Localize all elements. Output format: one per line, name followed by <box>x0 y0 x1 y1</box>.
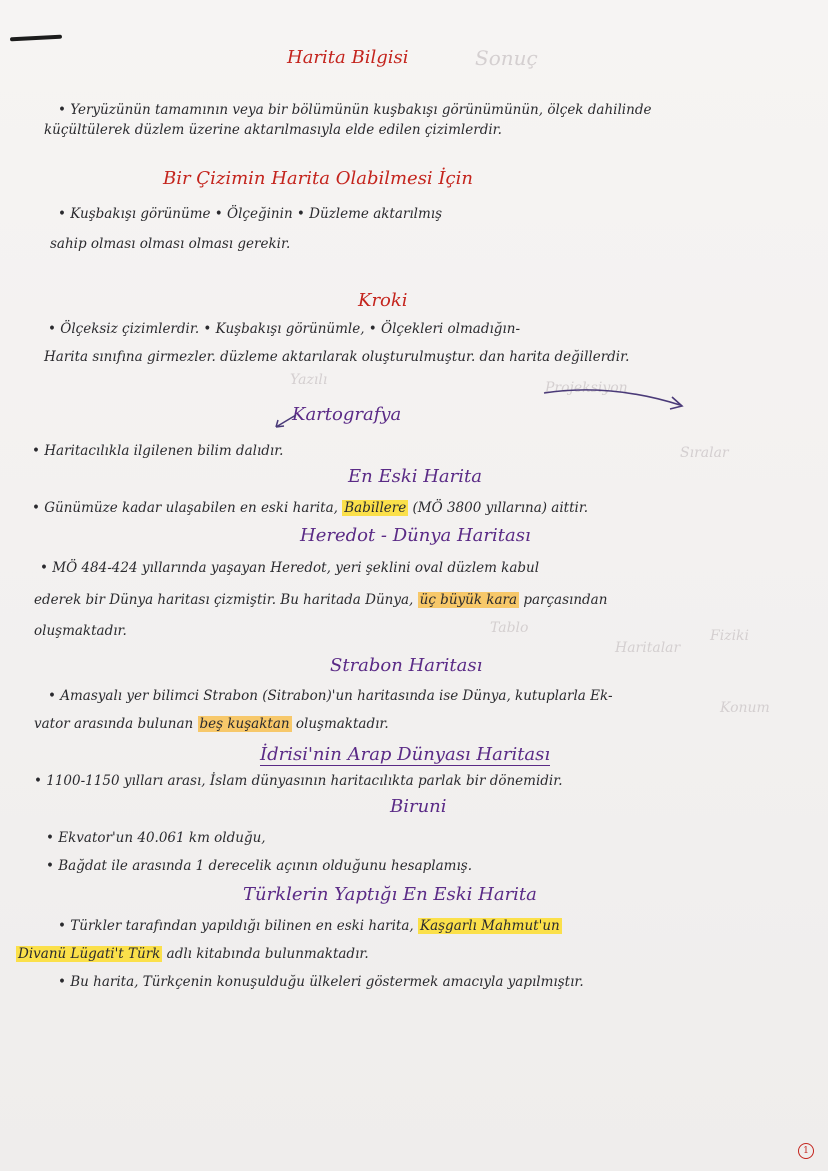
paragraph-line: Harita sınıfına girmezler. düzleme aktarılarak oluşturulmuştur. dan harita değillerdir. <box>44 349 630 365</box>
paragraph-line: • 1100-1150 yılları arası, İslam dünyasının haritacılıkta parlak bir dönemidir. <box>34 773 563 789</box>
paragraph-line: Divanü Lügati't Türk adlı kitabında bulunmaktadır. <box>18 946 369 962</box>
paragraph-line: • Kuşbakışı görünüme • Ölçeğinin • Düzleme aktarılmış <box>58 206 443 222</box>
highlight: beş kuşaktan <box>199 716 290 732</box>
paragraph-line: • MÖ 484-424 yıllarında yaşayan Heredot, yeri şeklini oval düzlem kabul <box>40 560 540 576</box>
ghost-text: Konum <box>720 700 770 716</box>
paragraph-line: vator arasında bulunan beş kuşaktan oluşmaktadır. <box>34 716 389 732</box>
paragraph-line: • Günümüze kadar ulaşabilen en eski harita, Babillere (MÖ 3800 yıllarına) aittir. <box>32 500 589 516</box>
ghost-text: Projeksiyon <box>545 380 628 396</box>
section-heading: Kartografya <box>292 404 402 425</box>
ghost-text: Sıralar <box>680 445 729 461</box>
arrow-icon <box>270 412 300 432</box>
paragraph-line: küçültülerek düzlem üzerine aktarılmasıyla elde edilen çizimlerdir. <box>44 122 502 138</box>
ghost-text: Sonuç <box>475 46 538 70</box>
section-heading: İdrisi'nin Arap Dünyası Haritası <box>260 744 551 765</box>
curved-arrow-icon <box>540 385 690 425</box>
paragraph-line: • Ölçeksiz çizimlerdir. • Kuşbakışı görünümle, • Ölçekleri olmadığın- <box>48 321 520 337</box>
highlight: üç büyük kara <box>419 592 518 608</box>
paragraph-line: • Türkler tarafından yapıldığı bilinen en eski harita, Kaşgarlı Mahmut'un <box>58 918 560 934</box>
section-heading: Heredot - Dünya Haritası <box>300 525 531 546</box>
paragraph-line: oluşmaktadır. <box>34 623 127 639</box>
paragraph-line: • Ekvator'un 40.061 km olduğu, <box>46 830 266 846</box>
paragraph-line: sahip olması olması olması gerekir. <box>50 236 291 252</box>
ghost-text: Tablo <box>490 620 529 636</box>
ghost-text: Fiziki <box>710 628 750 644</box>
page-title: Harita Bilgisi <box>287 47 409 68</box>
ghost-text: Haritalar <box>615 640 681 656</box>
margin-dash <box>10 35 62 42</box>
section-heading: Biruni <box>390 796 447 817</box>
section-heading: Bir Çizimin Harita Olabilmesi İçin <box>163 168 473 189</box>
highlight: Kaşgarlı Mahmut'un <box>419 918 560 934</box>
highlight: Babillere <box>344 500 407 516</box>
paragraph-line: • Haritacılıkla ilgilenen bilim dalıdır. <box>32 443 284 459</box>
page-number: 1 <box>798 1143 814 1159</box>
paragraph-line: • Yeryüzünün tamamının veya bir bölümünün kuşbakışı görünümünün, ölçek dahilinde <box>58 102 652 118</box>
paragraph-line: ederek bir Dünya haritası çizmiştir. Bu haritada Dünya, üç büyük kara parçasından <box>34 592 608 608</box>
paragraph-line: • Bağdat ile arasında 1 derecelik açının olduğunu hesaplamış. <box>46 858 473 874</box>
paragraph-line: • Amasyalı yer bilimci Strabon (Sitrabon)'un haritasında ise Dünya, kutuplarla Ek- <box>48 688 613 704</box>
highlight: Divanü Lügati't Türk <box>18 946 161 962</box>
section-heading: Kroki <box>358 290 408 311</box>
paragraph-line: • Bu harita, Türkçenin konuşulduğu ülkeleri göstermek amacıyla yapılmıştır. <box>58 974 584 990</box>
section-heading: En Eski Harita <box>348 466 482 487</box>
section-heading: Strabon Haritası <box>330 655 483 676</box>
ghost-text: Yazılı <box>290 372 328 388</box>
section-heading: Türklerin Yaptığı En Eski Harita <box>243 884 537 905</box>
